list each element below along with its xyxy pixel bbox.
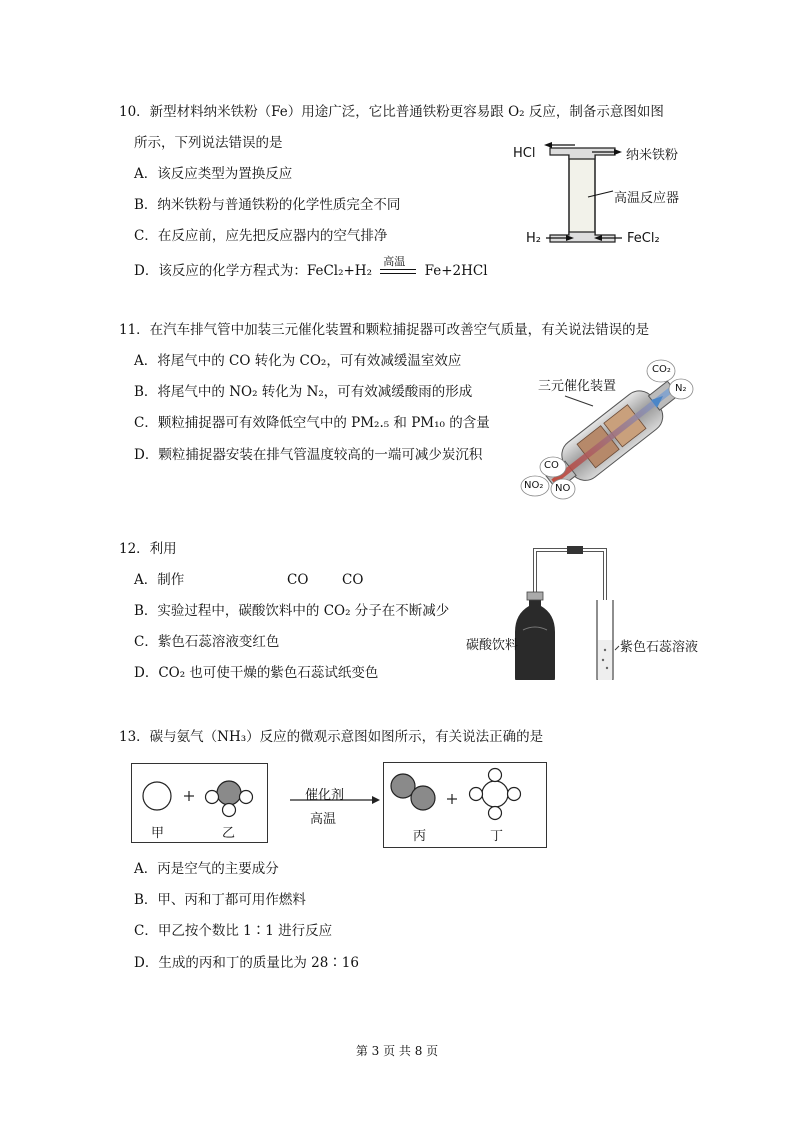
- label-no2: NO₂: [524, 480, 544, 491]
- carbonated-drink-apparatus: [515, 540, 635, 680]
- bubble-2: [602, 659, 604, 661]
- q10-stem-line1: 10．新型材料纳米铁粉（Fe）用途广泛，它比普通铁粉更容易跟 O₂ 反应，制备示意图如图: [119, 104, 664, 120]
- q12-stem: 12．利用: [119, 541, 177, 557]
- q11-stem: 11．在汽车排气管中加装三元催化装置和颗粒捕捉器可改善空气质量，有关说法错误的是: [119, 322, 650, 338]
- ch4-h-left: [470, 788, 483, 801]
- ch4-h-top: [489, 769, 502, 782]
- q12-option-a-co-2: CO: [342, 572, 364, 588]
- q13-option-c: C．甲乙按个数比 1∶1 进行反应: [134, 923, 333, 939]
- arrow-hcl-head: [544, 142, 552, 148]
- ch4-h-bottom: [489, 807, 502, 820]
- hydrogen-atom-3: [223, 804, 236, 817]
- q10-option-a: A．该反应类型为置换反应: [134, 166, 293, 182]
- label-ding: 丁: [490, 829, 504, 844]
- q12-option-c: C．紫色石蕊溶液变红色: [134, 634, 280, 650]
- q13-option-a: A．丙是空气的主要成分: [134, 861, 279, 877]
- label-h2: H₂: [526, 231, 541, 246]
- label-yi: 乙: [222, 826, 236, 841]
- label-nano-iron: 纳米铁粉: [626, 148, 679, 163]
- products-molecules: [383, 762, 548, 849]
- label-jia: 甲: [151, 826, 165, 841]
- bubble-1: [604, 649, 606, 651]
- bottle: [515, 598, 555, 680]
- label-reactor: 高温反应器: [614, 191, 680, 206]
- page-footer: 第 3 页 共 8 页: [355, 1044, 439, 1058]
- q13-option-d: D．生成的丙和丁的质量比为 28∶16: [134, 955, 359, 971]
- label-no: NO: [555, 483, 571, 494]
- ch4-h-right: [508, 788, 521, 801]
- q11-option-a: A．将尾气中的 CO 转化为 CO₂，可有效减缓温室效应: [134, 353, 462, 369]
- q10-stem-line2: 所示，下列说法错误的是: [134, 135, 283, 151]
- reactor-top-flange: [550, 148, 615, 159]
- q11-option-c: C．颗粒捕捉器可有效降低空气中的 PM₂.₅ 和 PM₁₀ 的含量: [134, 415, 490, 431]
- q13-stem: 13．碳与氨气（NH₃）反应的微观示意图如图所示，有关说法正确的是: [119, 729, 544, 745]
- bottle-cap: [527, 592, 543, 600]
- label-hcl: HCl: [513, 146, 536, 161]
- reaction-condition-arrow: [380, 255, 416, 274]
- nitrogen-atom: [217, 781, 241, 805]
- arrow-nano-head: [614, 149, 622, 155]
- device-pointer: [565, 396, 593, 406]
- q10-option-d-equation-right: Fe+2HCl: [424, 263, 488, 279]
- tube-connector: [567, 546, 583, 554]
- q12-option-b: B．实验过程中，碳酸饮料中的 CO₂ 分子在不断减少: [134, 603, 450, 619]
- label-n2: N₂: [675, 383, 687, 394]
- q11-option-d: D．颗粒捕捉器安装在排气管温度较高的一端可减少炭沉积: [134, 447, 483, 463]
- q11-option-b: B．将尾气中的 NO₂ 转化为 N₂，可有效减缓酸雨的形成: [134, 384, 473, 400]
- label-carbonated-drink: 碳酸饮料: [466, 638, 519, 653]
- reaction-condition-high-temp: 高温: [383, 255, 406, 268]
- ch4-carbon: [482, 781, 508, 807]
- q12-option-a: A．制作: [134, 572, 185, 588]
- hydrogen-atom-2: [240, 791, 253, 804]
- q12-option-d: D．CO₂ 也可使干燥的紫色石蕊试纸变色: [134, 665, 379, 681]
- q10-option-d-equation-left: D．该反应的化学方程式为：FeCl₂+H₂: [134, 263, 372, 279]
- label-fecl2: FeCl₂: [627, 231, 660, 246]
- hydrogen-atom-1: [206, 791, 219, 804]
- label-litmus-solution: 紫色石蕊溶液: [620, 640, 699, 655]
- q12-option-a-co-1: CO: [287, 572, 309, 588]
- label-high-temperature: 高温: [310, 812, 337, 827]
- q10-option-b: B．纳米铁粉与普通铁粉的化学性质完全不同: [134, 197, 401, 213]
- n2-atom-2: [411, 786, 435, 810]
- litmus-pointer: [615, 646, 619, 650]
- q10-option-d: [134, 255, 488, 280]
- label-co2: CO₂: [652, 364, 671, 375]
- carbon-atom: [143, 782, 171, 810]
- label-catalytic-device: 三元催化装置: [538, 379, 617, 394]
- q13-option-b: B．甲、丙和丁都可用作燃料: [134, 892, 306, 908]
- label-co: CO: [544, 460, 559, 471]
- label-catalyst: 催化剂: [305, 788, 345, 803]
- reactor-tube: [569, 153, 595, 238]
- reactor-bottom-flange: [550, 232, 615, 242]
- label-bing: 丙: [413, 829, 427, 844]
- litmus-liquid: [598, 640, 612, 680]
- bubble-3: [606, 667, 608, 669]
- q10-option-c: C．在反应前，应先把反应器内的空气排净: [134, 228, 388, 244]
